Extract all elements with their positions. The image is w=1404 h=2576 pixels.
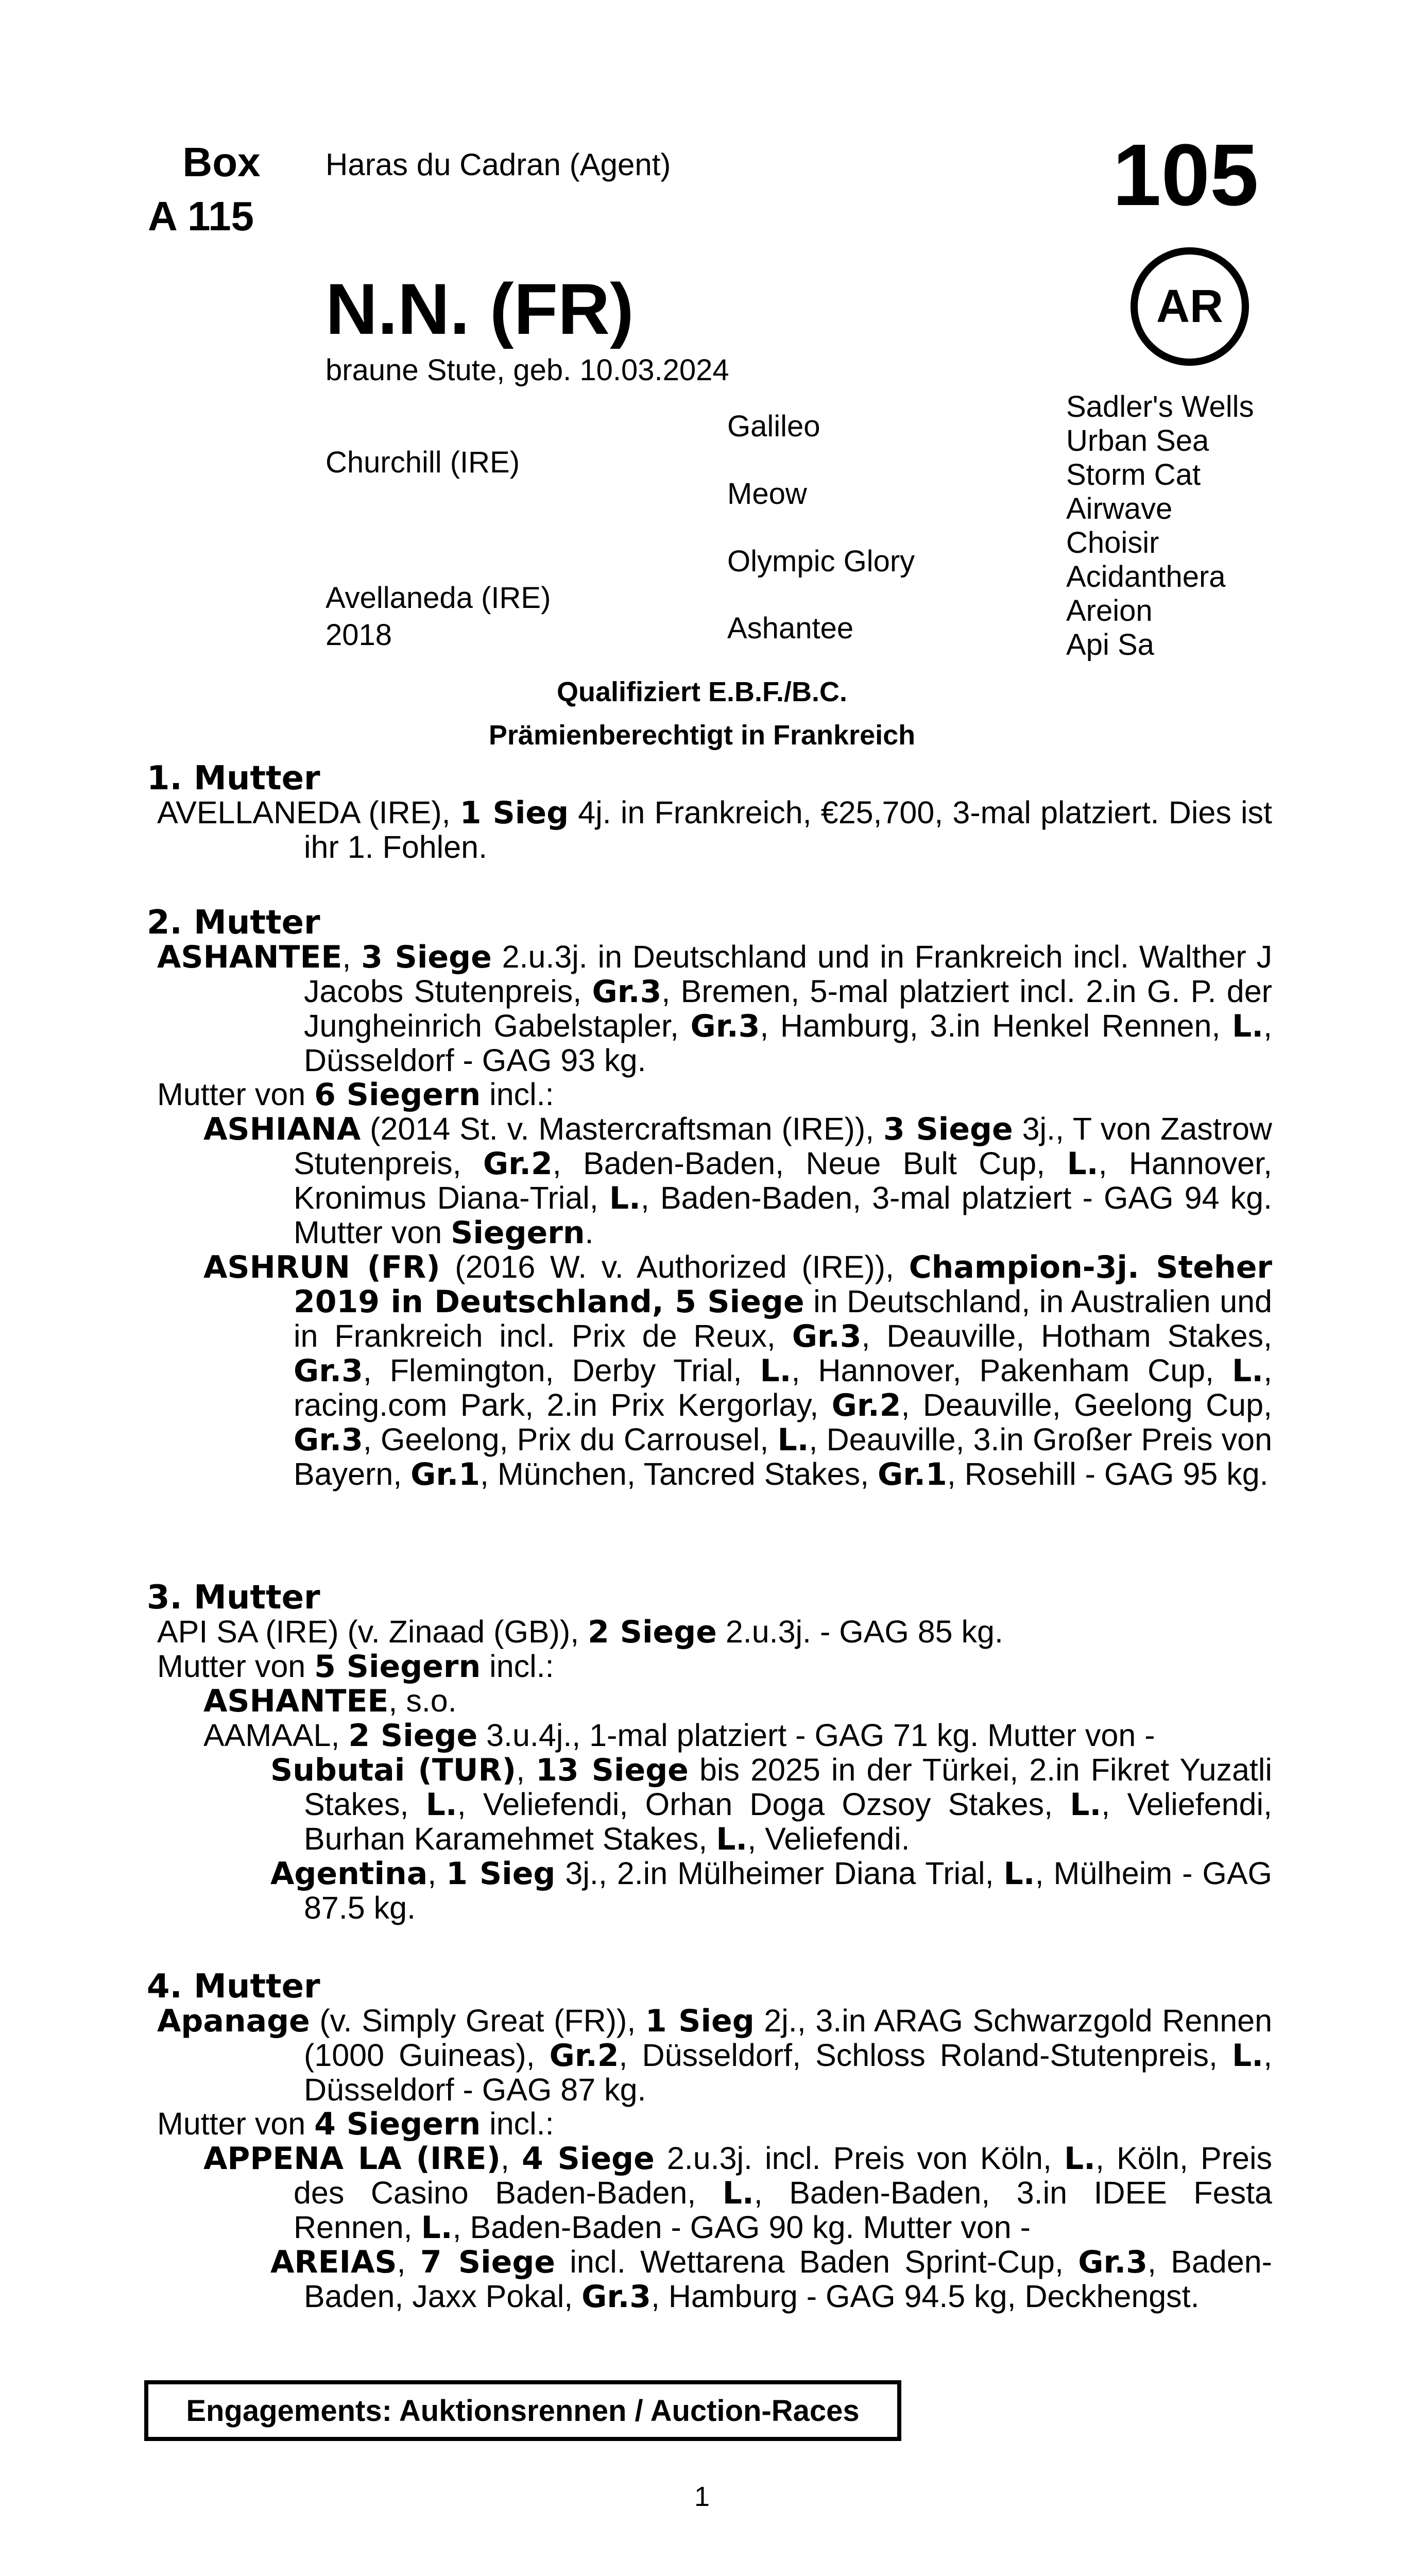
qualification-line: Prämienberechtigt in Frankreich (488, 720, 916, 751)
dam-entry: ASHANTEE, 3 Siege 2.u.3j. in Deutschland und in Frankreich incl. Walther J Jacobs Stutenpreis, Gr.3, Bremen, 5-mal platziert incl. 2.in G. P. der Jungheinrich Gabelstapler, Gr.3, Hamburg, 3.in Henkel Rennen, L., Düsseldorf - GAG 93 kg. (157, 939, 1272, 1078)
pedigree-great-grandparent: Storm Cat (1066, 458, 1201, 492)
pedigree-great-grandparent: Airwave (1066, 492, 1173, 526)
progeny-entry: ASHANTEE, s.o. (203, 1683, 457, 1719)
horse-name: N.N. (FR) (326, 268, 634, 349)
pedigree-grandparent: Ashantee (727, 612, 854, 645)
mother-of-line: Mutter von 5 Siegern incl.: (157, 1649, 554, 1685)
section-fourth-dam (147, 1970, 1272, 2314)
qualification-line: Qualifiziert E.B.F./B.C. (556, 676, 848, 707)
section-heading: 4. Mutter (147, 1968, 320, 2006)
progeny-entry: ASHIANA (2014 St. v. Mastercraftsman (IRE)), 3 Siege 3j., T von Zastrow Stutenpreis, Gr.2, Baden-Baden, Neue Bult Cup, L., Hannover, Kronimus Diana-Trial, L., Baden-Baden, 3-mal platziert - GAG 94 kg. Mutter von Siegern. (203, 1111, 1272, 1251)
consignor: Haras du Cadran (Agent) (326, 147, 671, 182)
grand-progeny-entry: AREIAS, 7 Siege incl. Wettarena Baden Sprint-Cup, Gr.3, Baden-Baden, Jaxx Pokal, Gr.3, Hamburg - GAG 94.5 kg, Deckhengst. (270, 2244, 1272, 2315)
box-number: A 115 (147, 193, 254, 239)
pedigree-grandparent: Olympic Glory (727, 545, 915, 578)
section-first-dam (147, 761, 1272, 864)
progeny-entry: APPENA LA (IRE), 4 Siege 2.u.3j. incl. Preis von Köln, L., Köln, Preis des Casino Baden-Baden, L., Baden-Baden, 3.in IDEE Festa Rennen, L., Baden-Baden - GAG 90 kg. Mutter von - (203, 2141, 1272, 2246)
pedigree-great-grandparent: Choisir (1066, 526, 1159, 560)
section-heading: 2. Mutter (147, 904, 320, 942)
grand-progeny-entry: Subutai (TUR), 13 Siege bis 2025 in der Türkei, 2.in Fikret Yuzatli Stakes, L., Veliefendi, Orhan Doga Ozsoy Stakes, L., Veliefendi, Burhan Karamehmet Stakes, L., Veliefendi. (270, 1752, 1272, 1857)
dam-entry: API SA (IRE) (v. Zinaad (GB)), 2 Siege 2.u.3j. - GAG 85 kg. (157, 1614, 1003, 1650)
engagements-box: Engagements: Auktionsrennen / Auction-Races (144, 2380, 901, 2441)
pedigree-sire: Churchill (IRE) (326, 446, 520, 479)
dam-entry: AVELLANEDA (IRE), 1 Sieg 4j. in Frankreich, €25,700, 3-mal platziert. Dies ist ihr 1. Fohlen. (157, 795, 1273, 865)
mother-of-line: Mutter von 6 Siegern incl.: (157, 1077, 554, 1113)
section-third-dam (147, 1581, 1272, 1925)
box-label: Box (182, 139, 261, 185)
grand-progeny-entry: Agentina, 1 Sieg 3j., 2.in Mülheimer Diana Trial, L., Mülheim - GAG 87.5 kg. (270, 1856, 1272, 1925)
dam-entry: Apanage (v. Simply Great (FR)), 1 Sieg 2j., 3.in ARAG Schwarzgold Rennen (1000 Guineas), Gr.2, Düsseldorf, Schloss Roland-Stutenpreis, L., Düsseldorf - GAG 87 kg. (157, 2003, 1273, 2107)
pedigree-dam: Avellaneda (IRE) (326, 581, 551, 615)
pedigree-great-grandparent: Areion (1066, 594, 1153, 628)
ar-badge: AR (1131, 247, 1249, 366)
section-heading: 3. Mutter (147, 1579, 320, 1617)
pedigree-great-grandparent: Sadler's Wells (1066, 390, 1254, 423)
section-heading: 1. Mutter (147, 759, 320, 798)
pedigree-great-grandparent: Urban Sea (1066, 424, 1209, 457)
pedigree-great-grandparent: Api Sa (1066, 628, 1154, 662)
pedigree-dam-year: 2018 (326, 618, 392, 652)
pedigree-grandparent: Meow (727, 477, 807, 511)
page-number: 1 (694, 2481, 710, 2512)
progeny-entry: AAMAAL, 2 Siege 3.u.4j., 1-mal platziert - GAG 71 kg. Mutter von - (203, 1718, 1155, 1754)
section-second-dam (147, 906, 1272, 1492)
mother-of-line: Mutter von 4 Siegern incl.: (157, 2106, 554, 2142)
progeny-entry: ASHRUN (FR) (2016 W. v. Authorized (IRE)), Champion-3j. Steher 2019 in Deutschland, 5 Siege in Deutschland, in Australien und in Frankreich incl. Prix de Reux, Gr.3, Deauville, Hotham Stakes, Gr.3, Flemington, Derby Trial, L., Hannover, Pakenham Cup, L., racing.com Park, 2.in Prix Kergorlay, Gr.2, Deauville, Geelong Cup, Gr.3, Geelong, Prix du Carrousel, L., Deauville, 3.in Großer Preis von Bayern, Gr.1, München, Tancred Stakes, Gr.1, Rosehill - GAG 95 kg. (203, 1249, 1273, 1493)
lot-number: 105 (1112, 126, 1259, 224)
pedigree-great-grandparent: Acidanthera (1066, 560, 1226, 594)
pedigree-grandparent: Galileo (727, 410, 820, 443)
horse-description: braune Stute, geb. 10.03.2024 (326, 353, 729, 387)
